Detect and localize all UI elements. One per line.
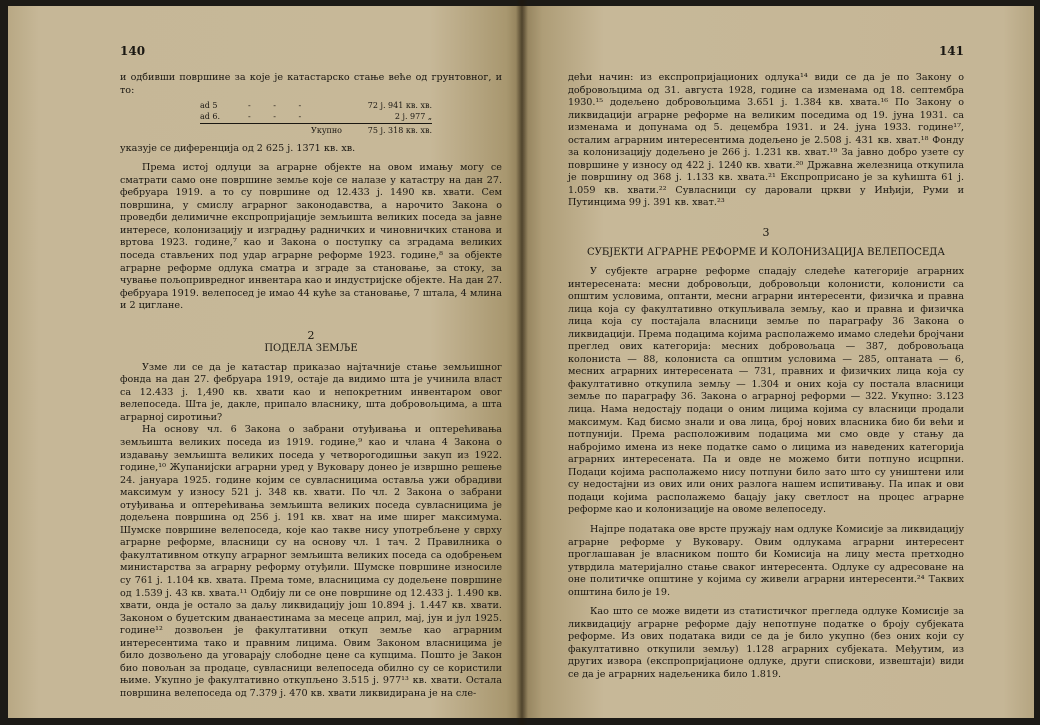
acreage-value: 2 ј. 977 „ xyxy=(394,111,432,121)
section-title: ПОДЕЛА ЗЕМЉЕ xyxy=(264,342,358,354)
body-paragraph: дећи начин: из експропријационих одлука¹⁴ види се да је по Закону о добровољцима од 31. августа 1928, године са изменама од 18. септембра 1930.¹⁵ додељено добровољцима 3.651 ј. 1.384 кв. хвата.¹⁶ По Закону о ликвидацији аграрне реформе на великим поседима од 19. јуна 1931. са изменама и допунама од 5. децембра 1931. и 24. јуна 1933. године¹⁷, осталим аграрним интересентима додељено је 2.508 ј. 431 кв. хват.¹⁸ Фонду за колонизацију додељено је 266 ј. 1.231 кв. хват.¹⁹ За јавно добро узете су површине у износу од 422 ј. 1240 кв. хвати.²⁰ Државна железница откупила је површину од 368 ј. 1.133 кв. хвата.²¹ Експроприсано је за кућишта 61 ј. 1.059 кв. хвати.²² Сувласници су даровали цркви у Инђији, Руми и Путинцима 99 ј. 391 кв. хват.²³ xyxy=(568,72,964,209)
acreage-label: ad 5 xyxy=(200,101,218,111)
acreage-value: 72 ј. 941 кв. хв. xyxy=(367,101,432,111)
acreage-row xyxy=(200,112,502,123)
body-paragraph: Према истој одлуци за аграрне објекте на овом имању могу се сматрати само оне површине земље које се налазе у катастру на дан 27. фебруара 1919. а то су површине од 12.433 ј. 1490 кв. хвати. Сем површина, у смислу аграрног законодавства, а нарочито Закона о проведби делимичне експропријације земљишта великих поседа за јавне интересе, колонизацију и изградњу радничких и чиновничких станова и вртова 1923. године,⁷ као и Закона о поступку са зградама великих поседа стављених под удар аграрне реформе 1923. године,⁸ за објекте аграрне реформе одлука сматра и зграде за становање, за стоку, за чување пољопривредног инвентара као и индустријске објекте. На дан 27. фебруара 1919. велепосед је имао 44 куће за становање, 7 штала, 4 млина и 2 циглане. xyxy=(120,162,502,312)
body-paragraph: На основу чл. 6 Закона о забрани отуђивања и оптерећивања земљишта великих поседа из 1919. године,⁹ као и члана 4 Закона о издавању земљишта великих поседа у четворогодишњи закуп из 1922. године,¹⁰ Жупанијски аграрни уред у Вуковару донео је извршно решење 24. јануара 1925. године којим се сувласницима оставља ужи обрадиви максимум у износу 521 ј. 348 кв. хвати. По чл. 2 Закона о забрани отуђивања и оптерећивања земљишта великих поседа сувласницима је додељена површина од 256 ј. 191 кв. хват на име ширег максимума. Шумске површине велепоседа, које као такве нису употребљене у сврху аграрне реформе, власници су на основу чл. 1 тач. 2 Правилника о факултативном откупу аграрног земљишта великих поседа са одобрењем министарства за аграрну реформу отуђили. Шумске површине износиле су 761 ј. 1.104 кв. хвата. Према томе, власницима су додељене површине од 1.539 ј. 43 кв. хвата.¹¹ Одбију ли се оне површине од 12.433 ј. 1.490 кв. хвати, онда је остало за даљу ликвидацију још 10.894 ј. 1.447 кв. хвати. Законом о буџетским дванаестинама за месеце април, мај, јун и јул 1925. године¹² дозвољен је факултативни откуп земље као аграрним интересентима тако и правним лицима. Овим Законом власницима је било дозвољено да уговарају слободне цене са купцима. Пошто је Закон био повољан за продаце, сувласници велепоседа обилно су се користили њиме. Укупно је факултативно откупљено 3.515 ј. 977¹³ кв. хвати. Остала површина велепоседа од 7.379 ј. 470 кв. хвати ликвидирана је на сле- xyxy=(120,424,502,699)
acreage-row xyxy=(200,101,502,112)
sum-rule xyxy=(200,123,432,124)
total-label: Укупно xyxy=(311,126,342,136)
body-paragraph: Узме ли се да је катастар приказао најтачније стање земљишног фонда на дан 27. фебруара 1919, остаје да видимо шта је учинила власт са 12.433 ј. 1,490 кв. хвати као и непокретним инвентаром овог велепоседа. Шта је, дакле, припало власнику, шта добровољцима, а шта аграрној сиротињи? xyxy=(120,361,502,423)
page-number-left: 140 xyxy=(120,44,146,58)
acreage-table xyxy=(200,101,502,137)
page-number-right: 141 xyxy=(938,44,964,58)
book-gutter xyxy=(516,0,528,725)
left-page xyxy=(8,6,522,718)
body-paragraph: Као што се може видети из статистичког прегледа одлуке Комисије за ликвидацију аграрне реформе дају непотпуне податке о броју субјеката реформе. Из ових података види се да је било укупно (без оних који су факултативно откупили земљу) 1.128 аграрних субјеката. Међутим, из других извора (експропријационе одлуке, други спискови, извештаји) види се да је аграрних надељеника било 1.819. xyxy=(568,606,964,680)
section-title: СУБЈЕКТИ АГРАРНЕ РЕФОРМЕ И КОЛОНИЗАЦИЈА ВЕЛЕПОСЕДА xyxy=(587,247,945,259)
difference-text: указује се диференција од 2 625 ј. 1371 кв. хв. xyxy=(120,142,356,154)
acreage-total-row xyxy=(200,126,502,137)
intro-text: и одбивши површине за које је катастарско стање веће од грунтовног, и то: xyxy=(120,72,502,96)
body-paragraph: У субјекте аграрне реформе спадају следеће категорије аграрних интересената: месни добровољци, добровољци колонисти, колонисти са општим условима, оптанти, месни аграрни интересенти, физичка и правна лица која су факултативно откупљивала земљу, као и правна и физичка лица која су постајала власници земље по параграфу 36 Закона о ликвидацији. Према подацима којима располажемо имамо следећи бројчани преглед ових категорија: месних добровољаца — 387, добровољаца колониста — 88, колониста са општим условима — 285, оптаната — 6, месних аграрних интересената — 731, правних и физичких лица која су факултативно откупила земљу — 1.304 и оних која су постала власници земље по параграфу 36. Закона о аграрној реформи — 322. Укупно: 3.123 лица. Нама недостају подаци о оним лицима којима су власници продали максимум. Кад бисмо знали и ова лица, број нових власника био би већи и потпунији. Према расположивим подацима ми смо овде у стању да набројимо имена из неке податке само о лицима из наведених категорија аграрних интересената. Па и овде не можемо бити потпуно исцрпни. Подаци којима располажемо нису потпуни било зато што су уништени или су недостајни из ових или оних разлога нашем испитивању. Па ипак и ови подаци којима располажемо бацају јаку светлост на процес аграрне реформе као и колонизације на овоме велепоседу. xyxy=(568,266,964,516)
leader-dashes: - - - xyxy=(248,111,312,121)
total-value: 75 ј. 318 кв. хв. xyxy=(367,126,432,136)
acreage-label: ad 6. xyxy=(200,111,221,121)
section-number: 2 xyxy=(307,328,315,342)
body-paragraph: Најпре података ове врсте пружају нам одлуке Комисије за ликвидацију аграрне реформе у Вуковару. Овим одлукама аграрни интересент проглашаван је власником пошто би Комисија на лицу места претходно утврдила материјално стање сваког интересента. Одлуке су адресоване на оне политичке општине у којима су живели аграрни интересенти.²⁴ Таквих општина било је 19. xyxy=(568,523,964,598)
leader-dashes: - - - xyxy=(248,101,312,111)
right-page xyxy=(522,6,1034,718)
section-number: 3 xyxy=(762,226,770,240)
